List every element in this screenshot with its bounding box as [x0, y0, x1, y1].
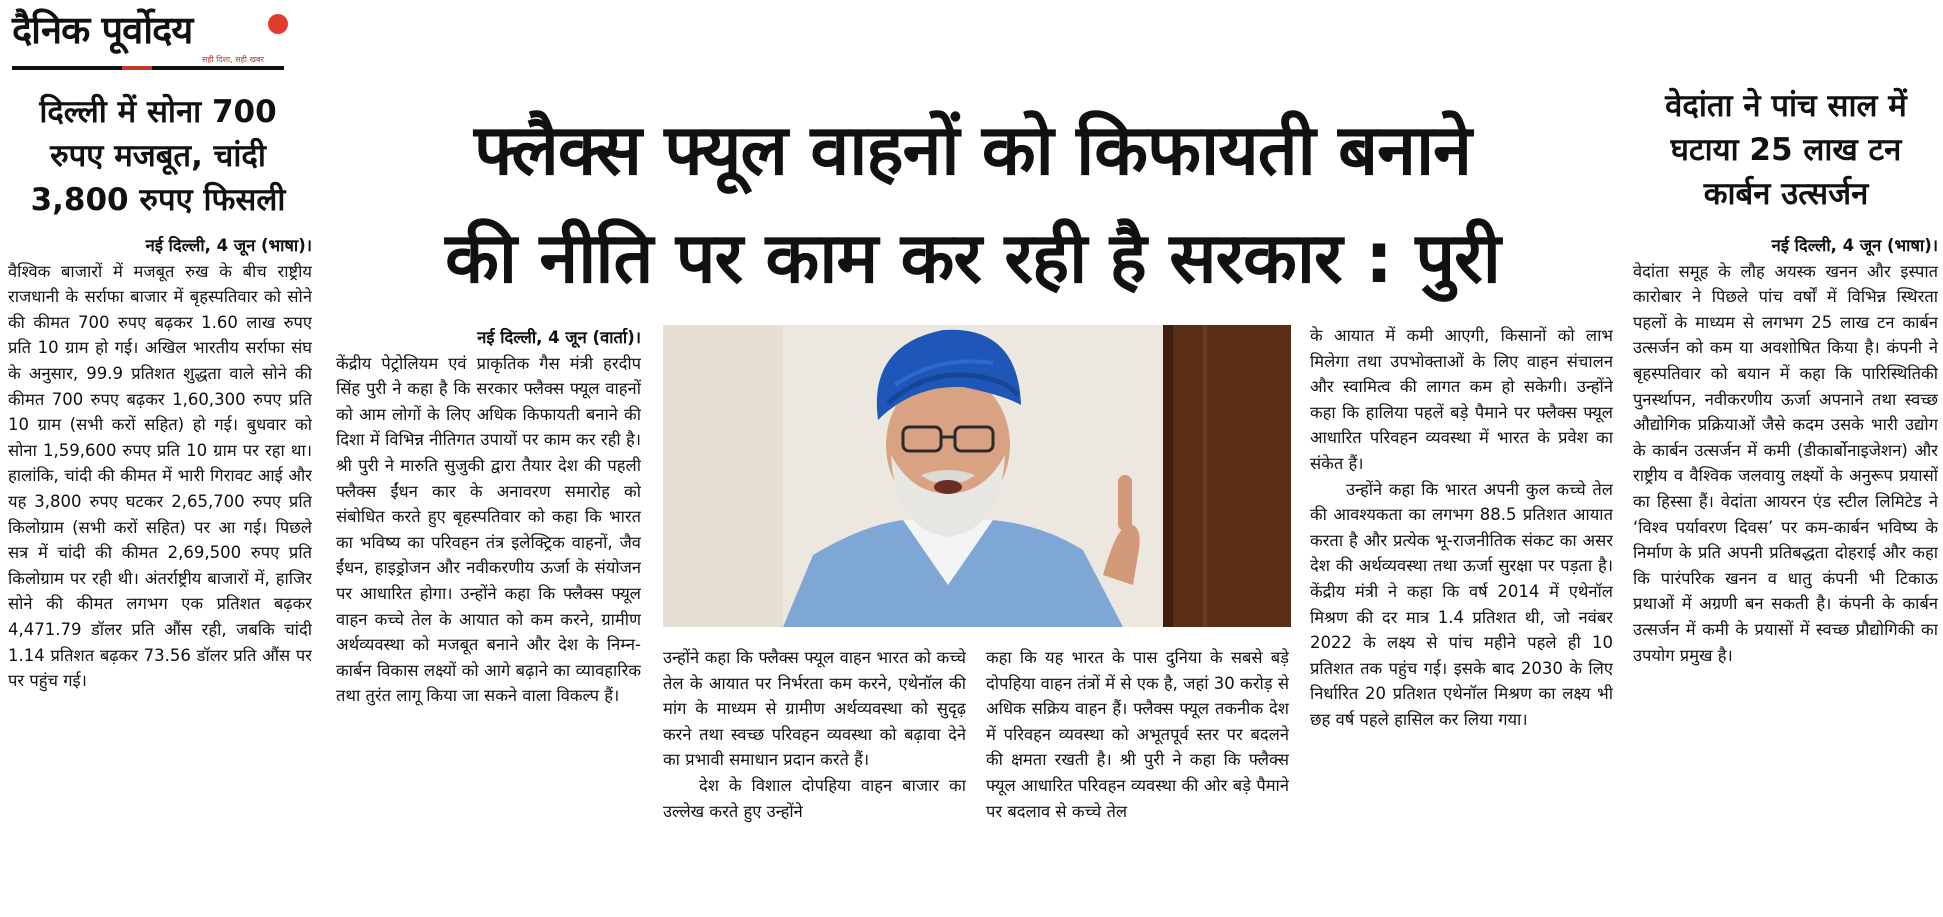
masthead-tagline: सही दिशा, सही खबर — [202, 55, 264, 64]
photo-illustration — [663, 325, 1291, 627]
main-story-col2-text-2: देश के विशाल दोपहिया वाहन बाजार का उल्लेख करते हुए उन्होंने — [663, 775, 966, 821]
main-headline-line-1: फ्लैक्स फ्यूल वाहनों को किफायती बनाने — [474, 109, 1471, 191]
right-story-body — [1633, 233, 1938, 917]
right-story-headline: वेदांता ने पांच साल में घटाया 25 लाख टन कार्बन उत्सर्जन — [1665, 88, 1907, 212]
main-story-column-1 — [336, 325, 641, 917]
masthead — [12, 8, 282, 72]
left-story-body — [8, 233, 312, 917]
main-story-col3-text: कहा कि यह भारत के पास दुनिया के सबसे बड़े दोपहिया वाहन तंत्रों में से एक है, जहां 30 करोड़ से अधिक सक्रिय वाहन हैं। फ्लैक्स फ्यूल तकनीक देश में परिवहन व्यवस्था को अभूतपूर्व स्तर पर बदलने की क्षमता रखती है। श्री पुरी ने कहा कि फ्लैक्स फ्यूल आधारित परिवहन व्यवस्था की ओर बड़े पैमाने पर बदलाव से कच्चे तेल — [986, 648, 1289, 821]
masthead-rule-accent — [122, 66, 152, 70]
main-headline-line-2: की नीति पर काम कर रही है सरकार : पुरी — [445, 217, 1500, 299]
main-story-col2-text-1: उन्होंने कहा कि फ्लैक्स फ्यूल वाहन भारत को कच्चे तेल के आयात पर निर्भरता कम करने, एथेनॉल की मांग के माध्यम से ग्रामीण अर्थव्यवस्था को सुदृढ़ करने तथा स्वच्छ परिवहन व्यवस्था को बढ़ावा देने का प्रभावी समाधान प्रदान करते हैं। — [663, 648, 966, 770]
right-story-dateline: नई दिल्ली, 4 जून (भाषा)। — [1771, 236, 1938, 255]
main-story-col4-text-1: के आयात में कमी आएगी, किसानों को लाभ मिलेगा तथा उपभोक्ताओं के लिए वाहन संचालन और स्वामित्व की लागत कम हो सकेगी। उन्होंने कहा कि हालिया पहलें बड़े पैमाने पर फ्लैक्स फ्यूल आधारित परिवहन व्यवस्था में भारत के प्रवेश का संकेत हैं। — [1310, 326, 1613, 473]
main-story-headline — [345, 96, 1600, 312]
masthead-logo-dot-icon — [268, 14, 288, 34]
left-story-text: वैश्विक बाजारों में मजबूत रुख के बीच राष्ट्रीय राजधानी के सर्राफा बाजार में बृहस्पतिवार को सोने की कीमत 700 रुपए बढ़कर 1.60 लाख रुपए प्रति 10 ग्राम हो गई। अखिल भारतीय सर्राफा संघ के अनुसार, 99.9 प्रतिशत शुद्धता वाले सोने की कीमत 700 रुपए बढ़कर 1,60,300 रुपए प्रति 10 ग्राम (सभी करों सहित) हो गई। बुधवार को सोना 1,59,600 रुपए प्रति 10 ग्राम पर रहा था। हालांकि, चांदी की कीमत में भारी गिरावट आई और यह 3,800 रुपए घटकर 2,65,700 रुपए प्रति किलोग्राम (सभी करों सहित) पर आ गई। पिछले सत्र में चांदी की कीमत 2,69,500 रुपए प्रति किलोग्राम पर रही थी। अंतर्राष्ट्रीय बाजारों में, हाजिर सोने की कीमत लगभग एक प्रतिशत बढ़कर 4,471.79 डॉलर प्रति औंस रही, जबकि चांदी 1.14 प्रतिशत बढ़कर 73.56 डॉलर प्रति औंस पर पर पहुंच गई। — [8, 261, 312, 691]
news-photo-minister — [663, 325, 1291, 627]
main-story-dateline: नई दिल्ली, 4 जून (वार्ता)। — [477, 328, 641, 347]
left-story-headline: दिल्ली में सोना 700 रुपए मजबूत, चांदी 3,800 रुपए फिसली — [30, 94, 286, 218]
main-story-column-3 — [986, 645, 1289, 917]
main-story-col1-text: केंद्रीय पेट्रोलियम एवं प्राकृतिक गैस मंत्री हरदीप सिंह पुरी ने कहा है कि सरकार फ्लैक्स फ्यूल वाहनों को आम लोगों के लिए अधिक किफायती बनाने की दिशा में विभिन्न नीतिगत उपायों पर काम कर रही है। श्री पुरी ने मारुति सुजुकी द्वारा तैयार देश की पहली फ्लैक्स ईंधन कार के अनावरण समारोह को संबोधित करते हुए बृहस्पतिवार को कहा कि भारत का भविष्य का परिवहन तंत्र इलेक्ट्रिक वाहनों, जैव ईंधन, हाइड्रोजन और नवीकरणीय ऊर्जा के संयोजन पर आधारित होगा। उन्होंने कहा कि फ्लैक्स फ्यूल वाहन कच्चे तेल के आयात को कम करने, ग्रामीण अर्थव्यवस्था को मजबूत बनाने और देश के निम्न-कार्बन विकास लक्ष्यों को आगे बढ़ाने का व्यावहारिक तथा तुरंत लागू किया जा सकने वाला विकल्प हैं। — [336, 353, 641, 706]
right-story-text: वेदांता समूह के लौह अयस्क खनन और इस्पात कारोबार ने पिछले पांच वर्षों में विभिन्न स्थिरता पहलों के माध्यम से लगभग 25 लाख टन कार्बन उत्सर्जन को कम या अवशोषित किया है। कंपनी ने बृहस्पतिवार को बयान में कहा कि पारिस्थितिकी पुनर्स्थापन, नवीकरणीय ऊर्जा अपनाने तथा स्वच्छ औद्योगिक प्रक्रियाओं जैसे कदम उसके भारी उद्योग के कार्बन उत्सर्जन में कमी (डीकार्बोनाइजेशन) और राष्ट्रीय व वैश्विक जलवायु लक्ष्यों के अनुरूप प्रयासों का हिस्सा हैं। वेदांता आयरन एंड स्टील लिमिटेड ने ‘विश्व पर्यावरण दिवस’ पर कम-कार्बन भविष्य के निर्माण के प्रति अपनी प्रतिबद्धता दोहराई और कहा कि पारंपरिक खनन व धातु कंपनी भी टिकाऊ प्रथाओं में अग्रणी बन सकती है। कंपनी के कार्बन उत्सर्जन में कमी के प्रयासों में स्वच्छ प्रौद्योगिकी का उपयोग प्रमुख है। — [1633, 261, 1938, 665]
main-story-col4-text-2: उन्होंने कहा कि भारत अपनी कुल कच्चे तेल की आवश्यकता का लगभग 88.5 प्रतिशत आयात करता है और प्रत्येक भू-राजनीतिक संकट का असर देश की अर्थव्यवस्था तथा ऊर्जा सुरक्षा पर पड़ता है। केंद्रीय मंत्री ने कहा कि वर्ष 2014 में एथेनॉल मिश्रण की दर मात्र 1.4 प्रतिशत थी, जो नवंबर 2022 के लक्ष्य से पांच महीने पहले ही 10 प्रतिशत तक पहुंच गई। इसके बाद 2030 के लिए निर्धारित 20 प्रतिशत एथेनॉल मिश्रण का लक्ष्य भी छह वर्ष पहले हासिल कर लिया गया। — [1310, 479, 1613, 729]
main-story-column-4 — [1310, 323, 1613, 917]
main-story-column-2 — [663, 645, 966, 917]
left-story-dateline: नई दिल्ली, 4 जून (भाषा)। — [145, 236, 312, 255]
masthead-title: दैनिक पूर्वोदय — [12, 8, 193, 52]
